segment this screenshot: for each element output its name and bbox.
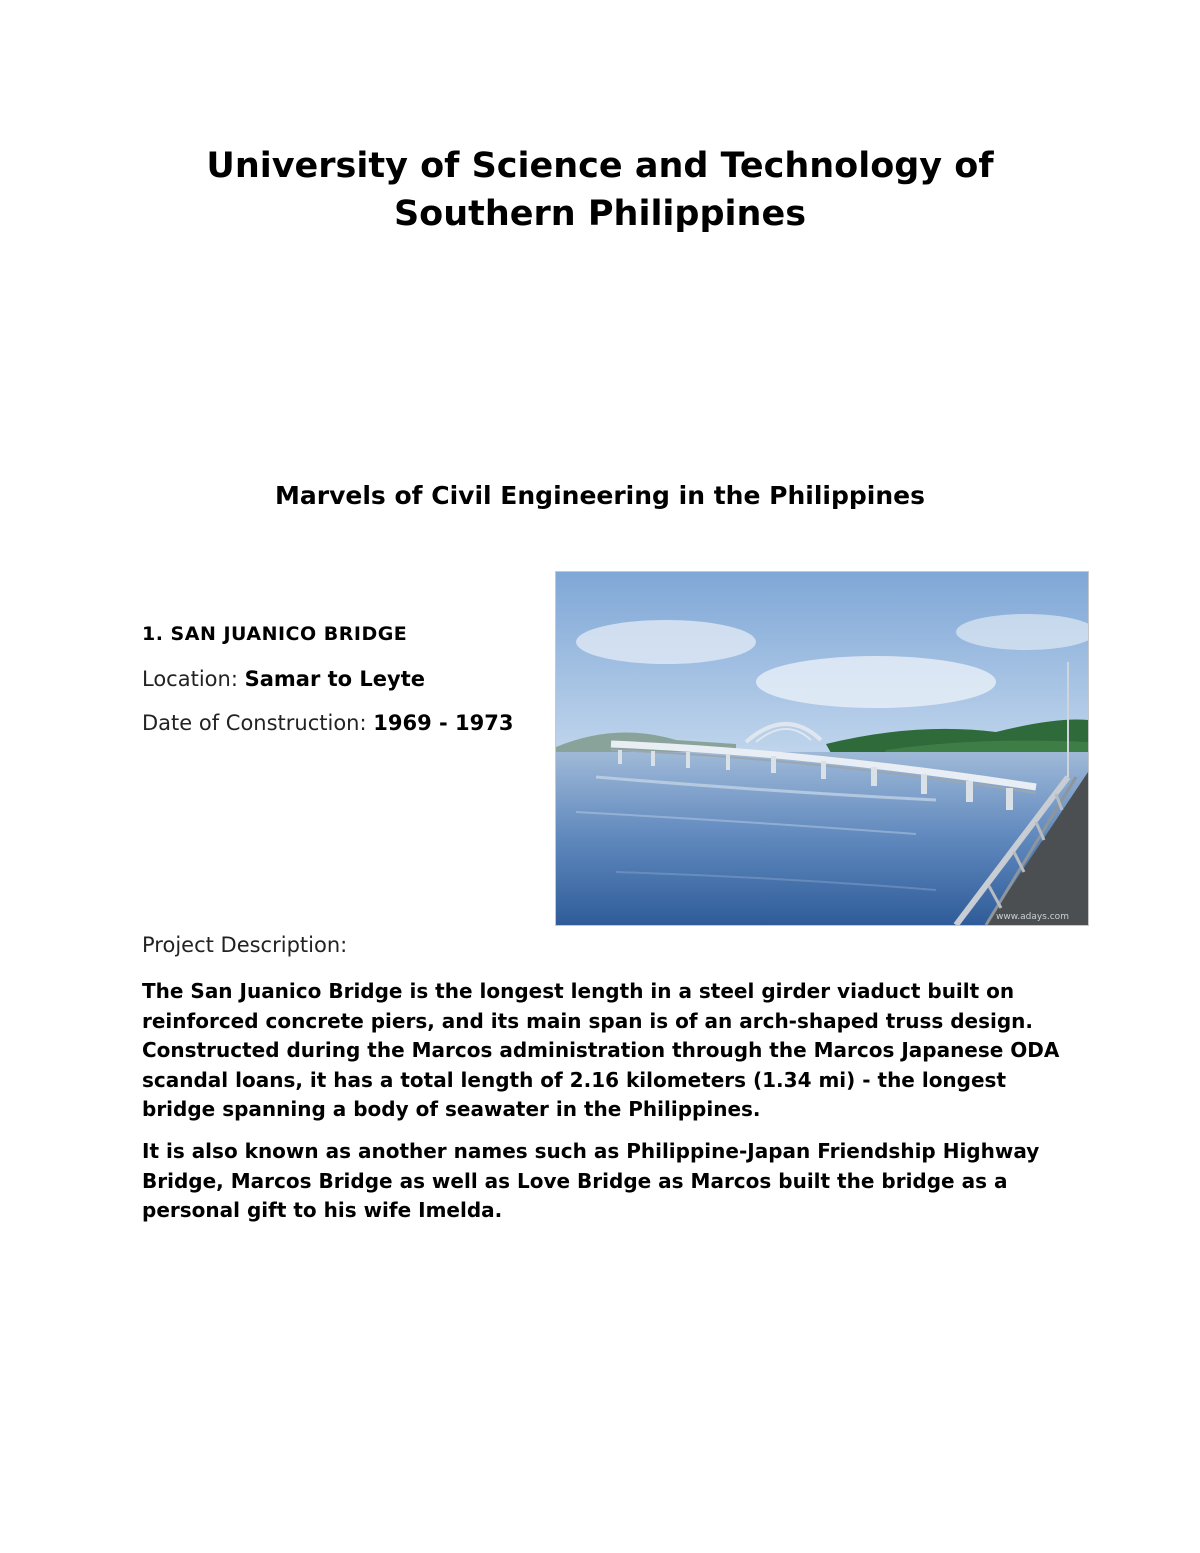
title-line-2: Southern Philippines [393,194,807,234]
location-label: Location: [142,667,238,691]
bridge-photo [555,571,1089,926]
date-label: Date of Construction: [142,711,367,735]
document-subtitle: Marvels of Civil Engineering in the Philippines [275,481,925,510]
description-paragraph-1: The San Juanico Bridge is the longest length in a steel girder viaduct built on reinforced concrete piers, and its main span is of an arch-shaped truss design. Constructed during the Marcos administration through the Marcos Japanese ODA scandal loans, it has a total length of 2.16 kilometers (1.34 mi) - the longest bridge spanning a body of seawater in the Philippines. [142,979,1060,1121]
item-heading: 1. SAN JUANICO BRIDGE [142,623,408,645]
bridge-photo-illustration [556,572,1088,925]
title-line-1: University of Science and Technology of [206,146,994,186]
date-value: 1969 - 1973 [373,711,514,735]
date-field [142,708,514,738]
description-label: Project Description: [142,933,348,957]
location-field [142,664,425,694]
description-paragraph-2: It is also known as another names such as Philippine-Japan Friendship Highway Bridge, Marcos Bridge as well as Love Bridge as Marcos built the bridge as a personal gift to his wife Imelda. [142,1139,1040,1222]
document-title [0,142,1200,238]
photo-watermark: www.adays.com [996,912,1069,922]
location-value: Samar to Leyte [244,667,425,691]
